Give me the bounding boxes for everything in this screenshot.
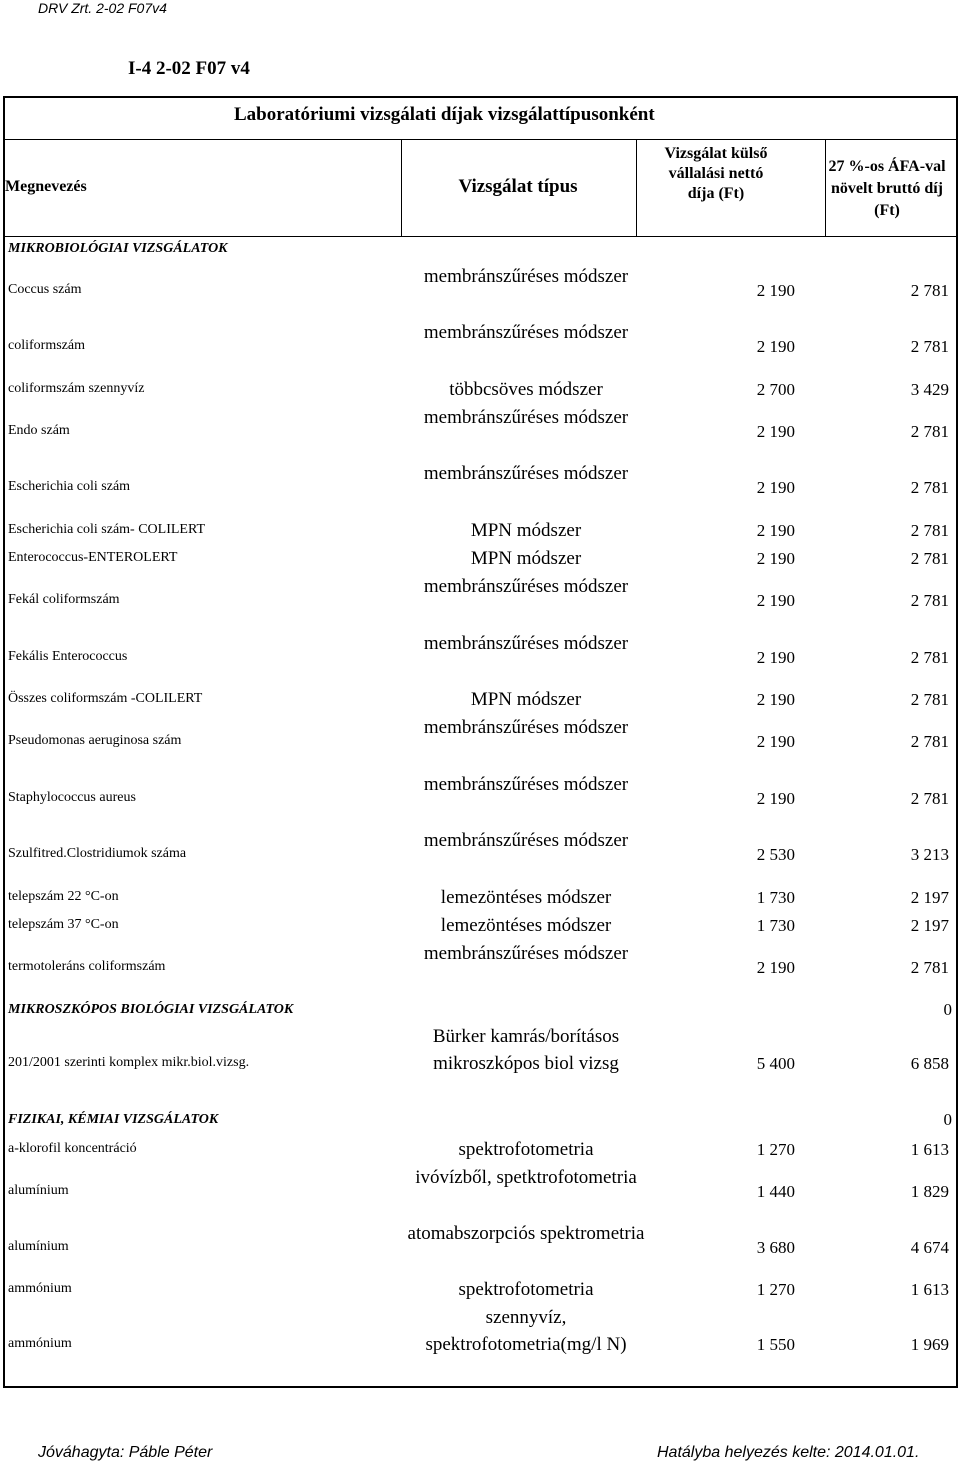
row-name: alumínium	[8, 1183, 69, 1198]
row-gross-price: 2 781	[910, 422, 949, 441]
row-net-price: 2 700	[756, 380, 795, 399]
row-gross-price: 1 613	[910, 1280, 949, 1299]
row-method: lemezöntéses módszer	[440, 914, 612, 936]
table-row	[5, 714, 955, 770]
row-net-price: 2 190	[756, 732, 795, 751]
column-header-method: Vizsgálat típus	[458, 176, 578, 197]
row-net-price: 1 730	[756, 888, 795, 907]
table-row	[5, 1220, 955, 1276]
row-method: membránszűréses módszer	[423, 774, 629, 795]
row-gross-price: 2 781	[910, 478, 949, 497]
row-method: atomabszorpciós spektrometria	[407, 1223, 645, 1244]
row-net-price: 2 190	[756, 422, 795, 441]
column-header-net: Vizsgálat külső vállalási nettó díja (Ft)	[664, 145, 768, 202]
table-row	[5, 940, 955, 996]
table-row	[5, 376, 955, 404]
table-row	[5, 460, 955, 516]
row-name: Szulfitred.Clostridiumok száma	[8, 846, 187, 861]
row-method: szennyvíz, spektrofotometria(mg/l N)	[425, 1306, 627, 1355]
row-method: membránszűréses módszer	[423, 943, 629, 964]
row-name: Endo szám	[8, 423, 70, 438]
section-microscopy-value: 0	[943, 1000, 952, 1019]
row-gross-price: 2 197	[910, 916, 949, 935]
table-row	[5, 545, 955, 573]
row-method: MPN módszer	[470, 519, 582, 541]
row-net-price: 5 400	[756, 1054, 795, 1073]
row-net-price: 2 530	[756, 845, 795, 864]
row-gross-price: 2 781	[910, 958, 949, 977]
row-net-price: 1 270	[756, 1140, 795, 1159]
row-gross-price: 4 674	[910, 1238, 949, 1257]
row-name: Coccus szám	[8, 282, 82, 297]
row-name: Fekál coliformszám	[8, 592, 120, 607]
approved-by: Jóváhagyta: Páble Péter	[38, 1444, 213, 1461]
table-row	[5, 686, 955, 714]
document-id: DRV Zrt. 2-02 F07v4	[38, 0, 167, 16]
document-code: I-4 2-02 F07 v4	[128, 58, 250, 79]
row-method: membránszűréses módszer	[423, 576, 629, 597]
table-row	[5, 1024, 955, 1104]
row-name: coliformszám szennyvíz	[8, 381, 145, 396]
header-bottom-line	[3, 236, 958, 237]
section-microbiology: MIKROBIOLÓGIAI VIZSGÁLATOK	[8, 241, 228, 256]
row-method: MPN módszer	[470, 688, 582, 710]
table-row	[5, 404, 955, 460]
table-row	[5, 1164, 955, 1220]
table-row	[5, 884, 955, 912]
section-physical-chemical-value: 0	[943, 1110, 952, 1129]
row-name: coliformszám	[8, 338, 85, 353]
row-method: MPN módszer	[470, 547, 582, 569]
row-name: Staphylococcus aureus	[8, 790, 136, 805]
header-divider	[636, 140, 637, 236]
table-row	[5, 319, 955, 375]
row-net-price: 1 270	[756, 1280, 795, 1299]
row-method: Bürker kamrás/borításos mikroszkópos biol vizsg	[432, 1025, 620, 1074]
row-gross-price: 3 429	[910, 380, 949, 399]
row-method: membránszűréses módszer	[423, 266, 629, 287]
row-name: Escherichia coli szám	[8, 479, 131, 494]
row-net-price: 3 680	[756, 1238, 795, 1257]
row-net-price: 2 190	[756, 521, 795, 540]
row-method: ivóvízből, spetktrofotometria	[415, 1167, 637, 1188]
row-net-price: 2 190	[756, 337, 795, 356]
row-method: membránszűréses módszer	[423, 717, 629, 738]
table-row	[5, 771, 955, 827]
row-net-price: 2 190	[756, 958, 795, 977]
row-method: membránszűréses módszer	[423, 407, 629, 428]
row-name: telepszám 37 °C-on	[8, 917, 119, 932]
row-net-price: 2 190	[756, 281, 795, 300]
row-method: membránszűréses módszer	[423, 463, 629, 484]
header-divider	[825, 140, 826, 236]
row-net-price: 2 190	[756, 789, 795, 808]
row-name: Összes coliformszám -COLILERT	[8, 691, 203, 706]
row-method: membránszűréses módszer	[423, 830, 629, 851]
row-gross-price: 2 781	[910, 549, 949, 568]
row-gross-price: 3 213	[910, 845, 949, 864]
row-gross-price: 2 781	[910, 732, 949, 751]
row-gross-price: 6 858	[910, 1054, 949, 1073]
row-gross-price: 1 969	[910, 1335, 949, 1354]
row-gross-price: 2 781	[910, 789, 949, 808]
row-method: többcsöves módszer	[449, 378, 603, 400]
row-gross-price: 1 829	[910, 1182, 949, 1201]
row-method: membránszűréses módszer	[423, 322, 629, 343]
row-net-price: 2 190	[756, 549, 795, 568]
row-name: a-klorofil koncentráció	[8, 1141, 137, 1156]
column-header-gross: 27 %-os ÁFA-val növelt bruttó díj (Ft)	[828, 158, 946, 219]
row-method: spektrofotometria	[458, 1278, 594, 1300]
row-net-price: 2 190	[756, 648, 795, 667]
section-microscopy: MIKROSZKÓPOS BIOLÓGIAI VIZSGÁLATOK	[8, 1002, 294, 1017]
row-name: 201/2001 szerinti komplex mikr.biol.vizsg.	[8, 1055, 250, 1070]
table-row	[5, 630, 955, 686]
table-row	[5, 1276, 955, 1304]
page-title: Laboratóriumi vizsgálati díjak vizsgálattípusonként	[234, 104, 655, 125]
row-gross-price: 2 781	[910, 591, 949, 610]
table-row	[5, 1305, 955, 1385]
header-divider	[401, 140, 402, 236]
row-net-price: 1 550	[756, 1335, 795, 1354]
column-header-name: Megnevezés	[5, 178, 87, 195]
row-net-price: 2 190	[756, 478, 795, 497]
row-name: termotoleráns coliformszám	[8, 959, 166, 974]
row-name: Escherichia coli szám- COLILERT	[8, 522, 206, 537]
row-net-price: 2 190	[756, 591, 795, 610]
row-gross-price: 2 781	[910, 337, 949, 356]
table-row	[5, 263, 955, 319]
row-method: membránszűréses módszer	[423, 633, 629, 654]
row-name: Enterococcus-ENTEROLERT	[8, 550, 178, 565]
row-gross-price: 2 781	[910, 281, 949, 300]
effective-date: Hatályba helyezés kelte: 2014.01.01.	[657, 1444, 920, 1461]
row-gross-price: 2 781	[910, 521, 949, 540]
row-name: ammónium	[8, 1336, 72, 1351]
table-row	[5, 573, 955, 629]
row-name: Fekális Enterococcus	[8, 649, 128, 664]
row-gross-price: 2 781	[910, 690, 949, 709]
row-name: telepszám 22 °C-on	[8, 889, 119, 904]
row-name: alumínium	[8, 1239, 69, 1254]
row-gross-price: 1 613	[910, 1140, 949, 1159]
section-physical-chemical: FIZIKAI, KÉMIAI VIZSGÁLATOK	[8, 1112, 219, 1127]
table-row	[5, 912, 955, 940]
table-row	[5, 1136, 955, 1164]
row-method: spektrofotometria	[458, 1138, 594, 1160]
row-method: lemezöntéses módszer	[440, 886, 612, 908]
row-net-price: 2 190	[756, 690, 795, 709]
row-name: ammónium	[8, 1281, 72, 1296]
row-gross-price: 2 781	[910, 648, 949, 667]
table-row	[5, 827, 955, 883]
row-name: Pseudomonas aeruginosa szám	[8, 733, 182, 748]
row-gross-price: 2 197	[910, 888, 949, 907]
row-net-price: 1 440	[756, 1182, 795, 1201]
row-net-price: 1 730	[756, 916, 795, 935]
table-row	[5, 517, 955, 545]
